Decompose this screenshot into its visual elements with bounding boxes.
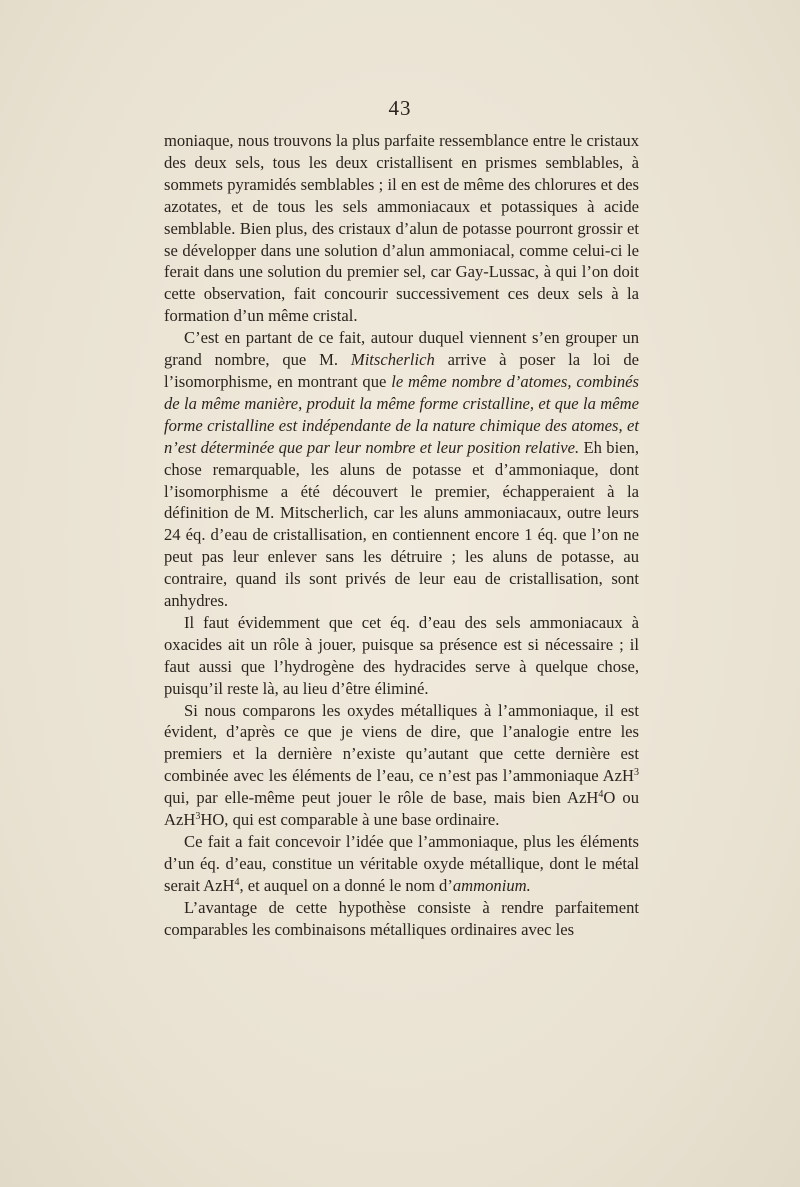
text-run: moniaque, nous trouvons la plus parfaite ressemblance entre le cristaux des deux sels, tous les deux cristallisent en prismes semblables, à sommets pyramidés semblables ; il en est de même des chlorures et des azotates, et de tous les sels ammoniacaux et potassiques à acide semblable. Bien plus, des cristaux d’alun de potasse pourront grossir et se développer dans une solution d’alun ammoniacal, comme celui-ci le ferait dans une solution du premier sel, car Gay-Lussac, à qui l’on doit cette observation, fait concourir successivement ces deux sels à la formation d’un même cristal. <box>164 131 639 326</box>
text-run: Eh bien, chose remarquable, les aluns de potasse et d’ammoniaque, dont l’isomorphisme a été découvert le premier, échapperaient à la définition de M. Mitscherlich, car les aluns ammoniacaux, outre leurs 24 éq. d’eau de cristallisation, en contiennent encore 1 éq. que l’on ne peut pas leur enlever sans les détruire ; les aluns de potasse, au contraire, quand ils sont privés de leur eau de cristallisation, sont anhydres. <box>164 437 639 611</box>
text-run: L’avantage de cette hypothèse consiste à rendre parfaitement comparables les combinaisons métalliques ordinaires avec les <box>164 897 639 939</box>
superscript: 3 <box>195 811 201 823</box>
italic-text: le même nombre d’atomes, combinés de la même manière, produit la même forme cristalline, et que la même forme cristalline est indépendante de la nature chimique des atomes, et n’est déterminée que par leur nombre et leur position relative. <box>164 371 639 457</box>
text-run: Il faut évidemment que cet éq. d’eau des sels ammoniacaux à oxacides ait un rôle à jouer, puisque sa présence est si nécessaire ; il faut aussi que l’hydrogène des hydracides serve à quelque chose, puisqu’il reste là, au lieu d’être éliminé. <box>164 612 639 698</box>
text-run: HO, qui est comparable à une base ordinaire. <box>200 810 500 830</box>
italic-text: Mitscherlich <box>350 350 435 370</box>
text-run: qui, par elle-même peut jouer le rôle de base, mais bien AzH <box>164 788 599 808</box>
text-run: , et auquel on a donné le nom d’ <box>239 875 453 895</box>
superscript: 4 <box>234 876 240 888</box>
text-run: Ce fait a fait concevoir l’idée que l’ammoniaque, plus les éléments d’un éq. d’eau, constitue un véritable oxyde métallique, dont le métal serait AzH <box>164 832 639 895</box>
page-number: 43 <box>388 96 412 120</box>
text-run: Si nous comparons les oxydes métalliques à l’ammoniaque, il est évident, d’après ce que je viens de dire, que l’analogie entre les premiers et la dernière n’existe qu’autant que cette dernière est combinée avec les éléments de l’eau, ce n’est pas l’ammoniaque AzH <box>164 700 639 786</box>
text-run: C’est en partant de ce fait, autour duquel viennent s’en grouper un grand nombre, que M. <box>164 328 639 370</box>
body-text <box>164 130 639 941</box>
paragraph <box>164 897 639 941</box>
superscript: 4 <box>598 789 604 801</box>
superscript: 3 <box>634 767 639 779</box>
paragraph <box>164 700 639 831</box>
paragraph <box>164 612 639 700</box>
paragraph <box>164 327 639 612</box>
paragraph <box>164 130 639 327</box>
italic-text: ammonium. <box>452 875 531 895</box>
text-run: O ou AzH <box>164 788 639 830</box>
paragraph <box>164 831 639 897</box>
text-run: arrive à poser la loi de l’isomorphisme, en montrant que <box>164 350 639 391</box>
